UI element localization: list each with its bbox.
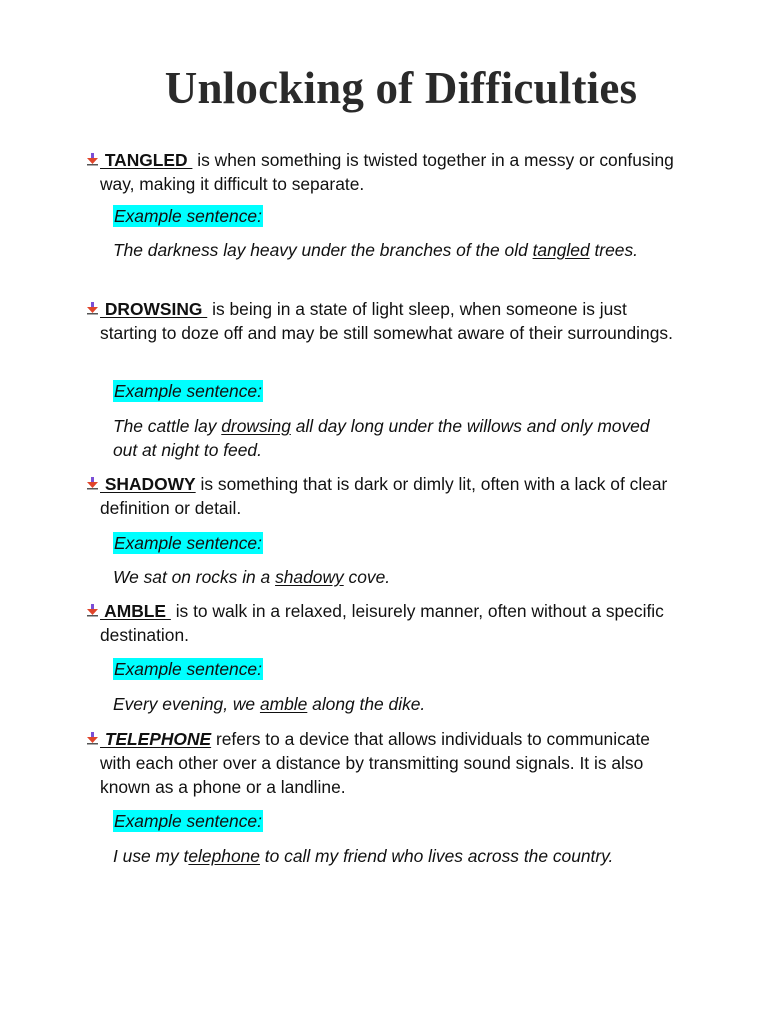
down-arrow-bullet-icon bbox=[86, 603, 100, 617]
example-label: Example sentence: bbox=[114, 206, 262, 226]
term: SHADOWY bbox=[100, 474, 196, 494]
definition bbox=[100, 148, 680, 196]
example-sentence: The darkness lay heavy under the branches of the old tangled trees. bbox=[113, 240, 638, 260]
definition-text: refers to a device that allows individuals to communicate with each other over a distance by transmitting sound signals. It is also known as a phone or a landline. bbox=[100, 729, 650, 797]
down-arrow-bullet-icon bbox=[86, 476, 100, 490]
example-label: Example sentence: bbox=[114, 533, 262, 553]
down-arrow-bullet-icon bbox=[86, 152, 100, 166]
underlined-word: shadowy bbox=[275, 567, 344, 587]
example-sentence: We sat on rocks in a shadowy cove. bbox=[113, 567, 391, 587]
example-label: Example sentence: bbox=[114, 659, 262, 679]
definition bbox=[100, 599, 680, 647]
definition bbox=[100, 297, 680, 345]
underlined-word: amble bbox=[259, 694, 308, 714]
underlined-word: tangled bbox=[532, 240, 590, 260]
definition bbox=[100, 472, 680, 520]
definition-text: is to walk in a relaxed, leisurely manner, often without a specific destination. bbox=[100, 601, 664, 645]
definition-text: is when something is twisted together in a messy or confusing way, making it difficult to separate. bbox=[100, 150, 674, 194]
down-arrow-bullet-icon bbox=[86, 731, 100, 745]
example-sentence: I use my telephone to call my friend who lives across the country. bbox=[113, 846, 614, 866]
underlined-word: elephone bbox=[188, 846, 260, 866]
example-sentence: The cattle lay drowsing all day long under the willows and only moved out at night to feed. bbox=[113, 416, 650, 460]
example-label: Example sentence: bbox=[114, 811, 262, 831]
down-arrow-bullet-icon bbox=[86, 301, 100, 315]
definition-text: is something that is dark or dimly lit, often with a lack of clear definition or detail. bbox=[100, 474, 668, 518]
example-label: Example sentence: bbox=[114, 381, 262, 401]
term: AMBLE bbox=[100, 601, 171, 621]
term: TANGLED bbox=[100, 150, 193, 170]
page-title: Unlocking of Difficulties bbox=[164, 63, 638, 113]
definition-text: is being in a state of light sleep, when someone is just starting to doze off and may be still somewhat aware of their surroundings. bbox=[100, 299, 673, 343]
term: TELEPHONE bbox=[100, 729, 212, 749]
term: DROWSING bbox=[100, 299, 208, 319]
example-sentence: Every evening, we amble along the dike. bbox=[113, 694, 426, 714]
underlined-word: drowsing bbox=[221, 416, 291, 436]
definition bbox=[100, 727, 680, 799]
